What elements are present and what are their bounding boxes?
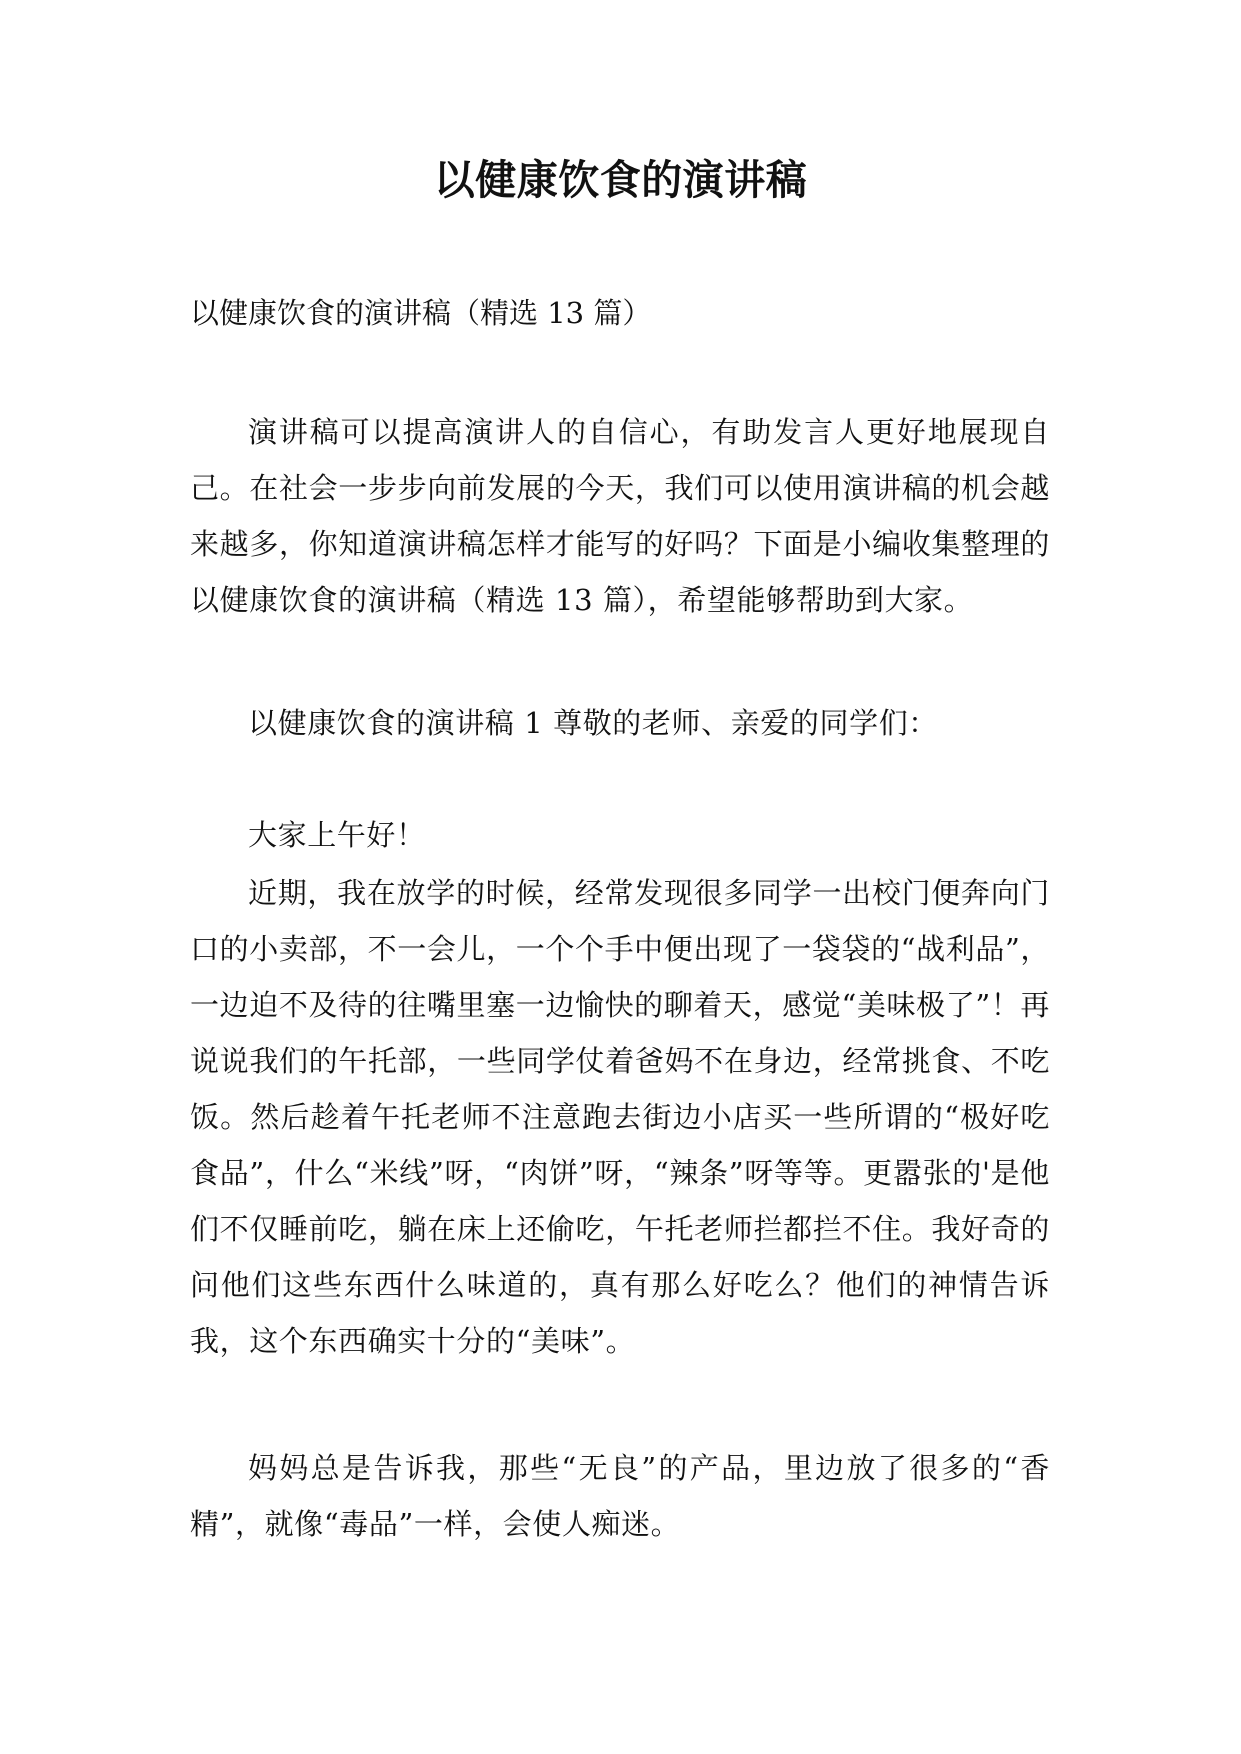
body-paragraph: 近期，我在放学的时候，经常发现很多同学一出校门便奔向门口的小卖部，不一会儿，一个个手中便出现了一袋袋的“战利品”，一边迫不及待的往嘴里塞一边愉快的聊着天，感觉“美味极了”！再说说我们的午托部，一些同学仗着爸妈不在身边，经常挑食、不吃饭。然后趁着午托老师不注意跑去街边小店买一些所谓的“极好吃食品”，什么“米线”呀，“肉饼”呀，“辣条”呀等等。更嚣张的'是他们不仅睡前吃，躺在床上还偷吃，午托老师拦都拦不住。我好奇的问他们这些东西什么味道的，真有那么好吃么？他们的神情告诉我，这个东西确实十分的“美味”。	[190, 876, 1050, 1358]
intro-paragraph: 演讲稿可以提高演讲人的自信心，有助发言人更好地展现自己。在社会一步步向前发展的今天，我们可以使用演讲稿的机会越来越多，你知道演讲稿怎样才能写的好吗？下面是小编收集整理的以健康饮食的演讲稿（精选 13 篇），希望能够帮助到大家。	[190, 415, 1050, 617]
speech-heading-paragraph: 以健康饮食的演讲稿 1 尊敬的老师、亲爱的同学们：	[248, 706, 938, 740]
body-paragraph: 妈妈总是告诉我，那些“无良”的产品，里边放了很多的“香精”，就像“毒品”一样，会使人痴迷。	[190, 1451, 1050, 1541]
document-title: 以健康饮食的演讲稿	[433, 156, 808, 204]
document-subtitle: 以健康饮食的演讲稿（精选 13 篇）	[190, 296, 652, 330]
greeting-paragraph: 大家上午好！	[248, 818, 426, 852]
